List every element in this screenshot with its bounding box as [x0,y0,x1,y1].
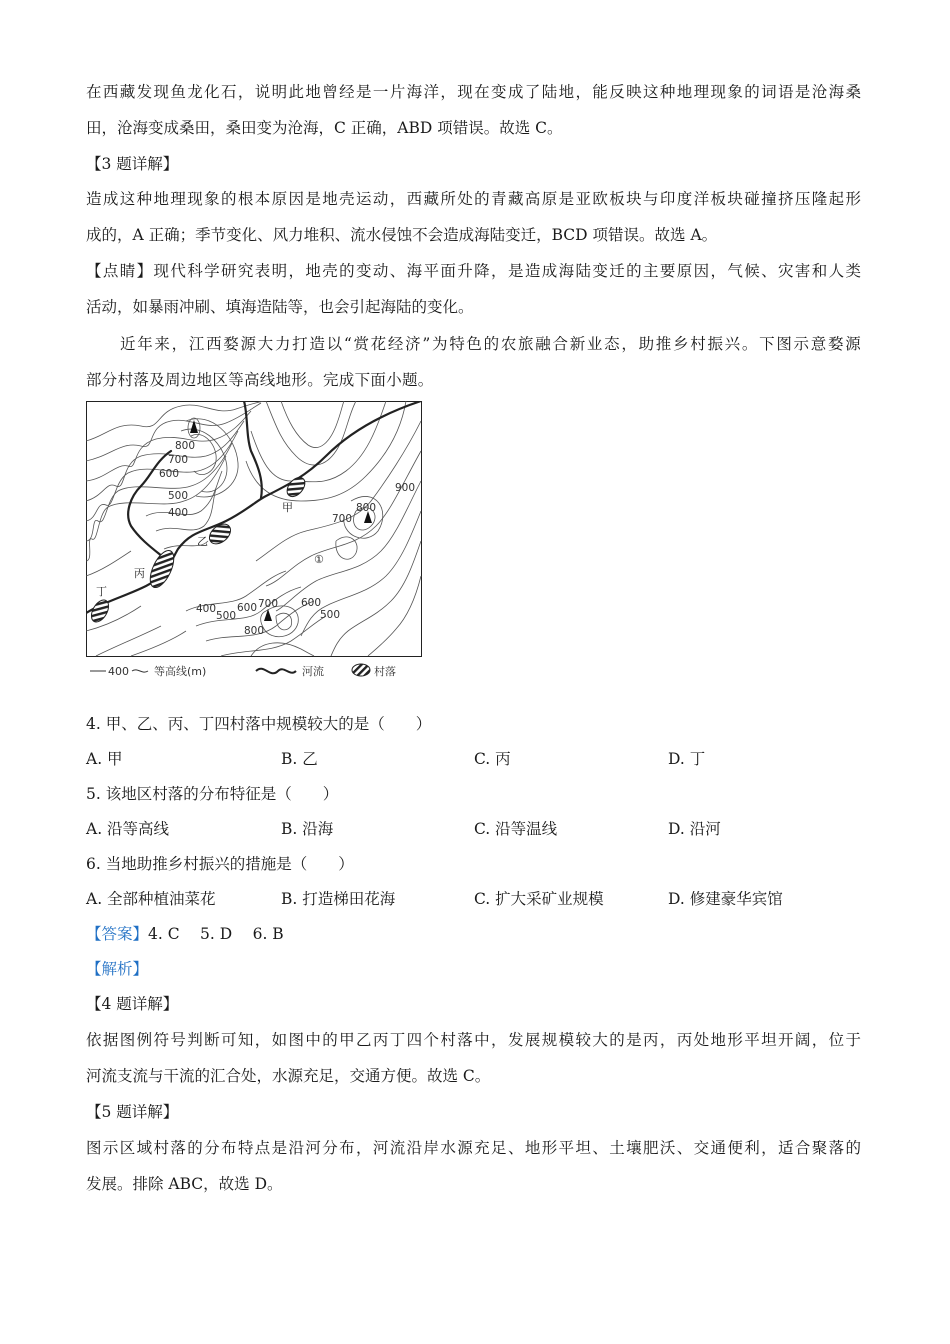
stem-line-2: 部分村落及周边地区等高线地形。完成下面小题。 [86,371,434,389]
legend-river-label: 河流 [302,665,324,678]
answer-text: 4. C 5. D 6. B [148,925,284,943]
question-6-stem: 6. 当地助推乡村振兴的措施是（ ） [86,855,354,873]
question-4-stem: 4. 甲、乙、丙、丁四村落中规模较大的是（ ） [86,715,432,733]
contour-label: 700 [332,513,353,525]
contour-label: 800 [356,502,377,514]
answer-label: 【答案】 [86,925,149,943]
contour-label: 800 [244,625,265,637]
village-label-yi: 乙 [197,535,208,548]
q6-option-d: D. 修建豪华宾馆 [668,890,783,908]
contour-label: 500 [168,490,189,502]
q3-line-2: 成的，A 正确；季节变化、风力堆积、流水侵蚀不会造成海陆变迁，BCD 项错误。故选 A。 [86,226,718,244]
q3-line-1: 造成这种地理现象的根本原因是地壳运动，西藏所处的青藏高原是亚欧板块与印度洋板块碰撞挤压隆起形 [86,190,861,208]
intro-line-2: 田，沧海变成桑田，桑田变为沧海，C 正确，ABD 项错误。故选 C。 [86,119,563,137]
contour-label: 800 [175,440,196,452]
q4-option-b: B. 乙 [281,750,318,768]
q5-option-d: D. 沿河 [668,820,721,838]
q6-option-c: C. 扩大采矿业规模 [474,890,604,908]
q6-option-b: B. 打造梯田花海 [281,890,396,908]
legend-contour-label: 等高线(m) [154,665,207,678]
contour-label: 600 [301,597,322,609]
q5-heading: 【5 题详解】 [86,1103,179,1121]
legend-river-symbol [256,669,296,674]
q5-line-2: 发展。排除 ABC，故选 D。 [86,1175,283,1193]
answer-line [86,924,861,944]
q4-option-d: D. 丁 [668,750,706,768]
legend-contour-sample: 400 [108,665,129,678]
q5-line-1: 图示区域村落的分布特点是沿河分布，河流沿岸水源充足、地形平坦、土壤肥沃、交通便利，适合聚落的 [86,1139,861,1157]
q5-option-c: C. 沿等温线 [474,820,558,838]
contour-label: 700 [258,598,279,610]
contour-label: 500 [320,609,341,621]
contour-label: 900 [395,482,416,494]
q4-line-2: 河流支流与干流的汇合处，水源充足，交通方便。故选 C。 [86,1067,491,1085]
stem-line-1: 近年来，江西婺源大力打造以“赏花经济”为特色的农旅融合新业态，助推乡村振兴。下图示意婺源 [120,335,861,353]
village-label-bing: 丙 [134,567,145,580]
q6-option-a: A. 全部种植油菜花 [86,890,216,908]
village-label-ding: 丁 [96,585,107,598]
contour-label: 700 [168,454,189,466]
contour-label: 500 [216,610,237,622]
tip-line-1: 【点睛】现代科学研究表明，地壳的变动、海平面升降，是造成海陆变迁的主要原因，气候、灾害和人类 [86,262,861,280]
point-label-1: ① [314,553,324,566]
analysis-label: 【解析】 [86,960,149,978]
q3-heading: 【3 题详解】 [86,155,179,173]
contour-map-svg [86,401,423,683]
contour-label: 600 [237,602,258,614]
question-5-stem: 5. 该地区村落的分布特征是（ ） [86,785,339,803]
tip-line-2: 活动，如暴雨冲刷、填海造陆等，也会引起海陆的变化。 [86,298,474,316]
q5-option-b: B. 沿海 [281,820,334,838]
q5-option-a: A. 沿等高线 [86,820,170,838]
legend-village-symbol [352,664,370,676]
contour-label: 400 [168,507,189,519]
village-label-jia: 甲 [282,501,293,514]
contour-label: 600 [159,468,180,480]
contour-label: 400 [196,603,217,615]
legend-contour-line-right [132,670,148,672]
legend-village-label: 村落 [374,665,396,678]
q4-option-a: A. 甲 [86,750,123,768]
q4-heading: 【4 题详解】 [86,995,179,1013]
q4-line-1: 依据图例符号判断可知，如图中的甲乙丙丁四个村落中，发展规模较大的是丙，丙处地形平坦开阔，位于 [86,1031,861,1049]
q4-option-c: C. 丙 [474,750,511,768]
contour-map-figure [86,401,423,683]
intro-line-1: 在西藏发现鱼龙化石，说明此地曾经是一片海洋，现在变成了陆地，能反映这种地理现象的词语是沧海桑 [86,83,861,101]
map-legend [90,664,396,678]
